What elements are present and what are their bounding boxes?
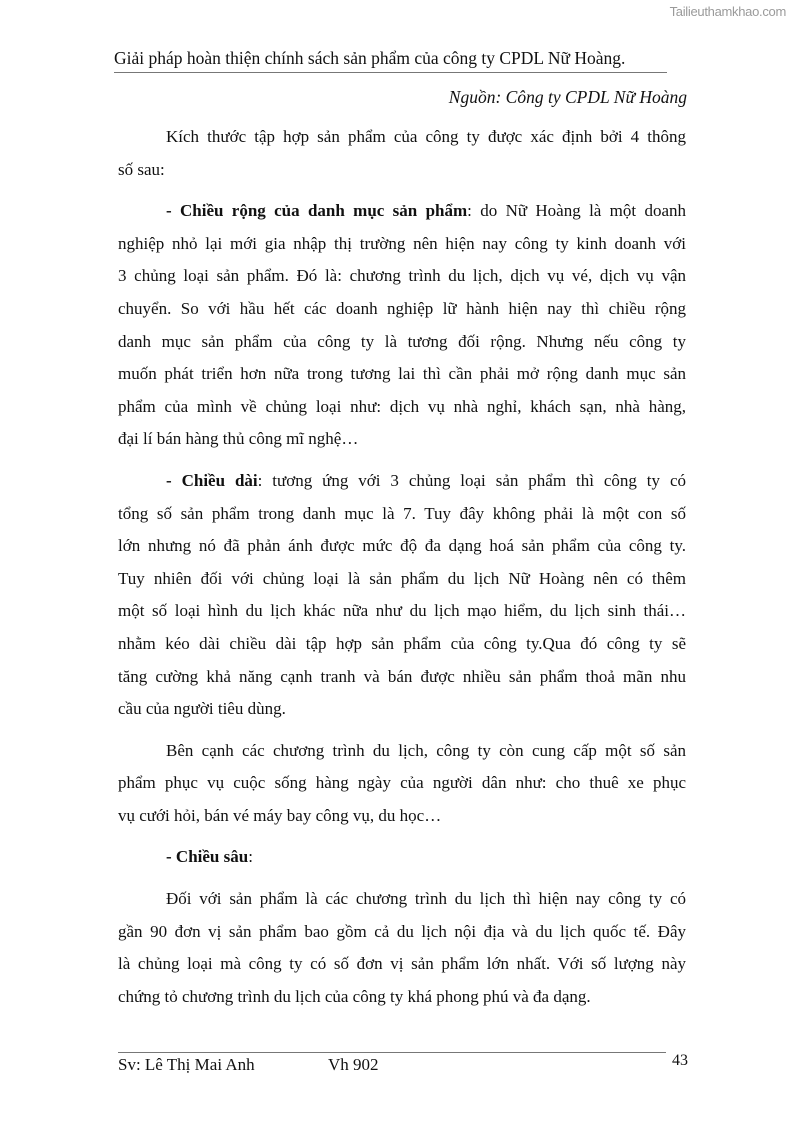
line-text: nghiệp nhỏ lại mới gia nhập thị trường nên hiện nay công ty kinh doanh với (118, 233, 686, 253)
line-text: phẩm của mình về chủng loại như: dịch vụ nhà nghỉ, khách sạn, nhà hàng, (118, 396, 686, 416)
paragraph-gap (118, 459, 686, 468)
line-text: đại lí bán hàng thủ công mĩ nghệ… (118, 429, 359, 449)
text-line (118, 886, 686, 919)
footer-divider (118, 1052, 666, 1053)
text-line (118, 426, 686, 459)
text-line (118, 198, 686, 231)
text-line (118, 501, 686, 534)
paragraph (118, 124, 686, 189)
footer-class: Vh 902 (328, 1055, 379, 1074)
line-text: lớn nhưng nó đã phản ánh được mức độ đa dạng hoá sản phẩm của công ty. (118, 536, 686, 556)
line-text: phẩm phục vụ cuộc sống hàng ngày của người dân như: cho thuê xe phục (118, 773, 686, 793)
text-line (118, 738, 686, 771)
text-line (118, 770, 686, 803)
line-text: số sau: (118, 159, 165, 179)
line-text: : (248, 847, 253, 867)
paragraph-gap (118, 877, 686, 886)
footer-student: Sv: Lê Thị Mai Anh (118, 1055, 255, 1074)
bold-lead: - Chiều dài (166, 470, 258, 490)
paragraph-gap (118, 835, 686, 844)
text-line (118, 984, 686, 1017)
paragraph-gap (118, 729, 686, 738)
source-note: Nguồn: Công ty CPDL Nữ Hoàng (448, 87, 687, 107)
line-text: tăng cường khả năng cạnh tranh và bán được nhiều sản phẩm thoả mãn nhu (118, 666, 686, 686)
paragraph-gap (118, 189, 686, 198)
text-line (118, 296, 686, 329)
text-line (118, 696, 686, 729)
text-line (118, 329, 686, 362)
paragraph (118, 198, 686, 459)
text-line (118, 361, 686, 394)
text-line (118, 124, 686, 157)
text-line (118, 844, 686, 877)
line-text: một số loại hình du lịch khác nữa như du lịch mạo hiểm, du lịch sinh thái… (118, 601, 686, 621)
page-number: 43 (672, 1052, 688, 1069)
line-text: chứng tỏ chương trình du lịch của công ty khá phong phú và đa dạng. (118, 986, 591, 1006)
line-text: vụ cưới hỏi, bán vé máy bay công vụ, du học… (118, 805, 442, 825)
text-line (118, 394, 686, 427)
text-line (118, 566, 686, 599)
line-text: tổng số sản phẩm trong danh mục là 7. Tuy đây không phải là một con số (118, 503, 686, 523)
watermark: Tailieuthamkhao.com (669, 4, 786, 19)
footer (118, 1055, 379, 1075)
line-text: cầu của người tiêu dùng. (118, 699, 286, 719)
paragraph (118, 844, 686, 877)
line-text: Tuy nhiên đối với chủng loại là sản phẩm du lịch Nữ Hoàng nên có thêm (118, 568, 686, 588)
text-line (118, 803, 686, 836)
paragraph (118, 886, 686, 1016)
line-text: Bên cạnh các chương trình du lịch, công ty còn cung cấp một số sản (166, 740, 686, 760)
line-text: 3 chủng loại sản phẩm. Đó là: chương trình du lịch, dịch vụ vé, dịch vụ vận (118, 266, 686, 286)
text-line (118, 157, 686, 190)
paragraph (118, 468, 686, 729)
paragraph-gap (118, 1016, 686, 1025)
text-line (118, 951, 686, 984)
text-line (118, 919, 686, 952)
running-header: Giải pháp hoàn thiện chính sách sản phẩm của công ty CPDL Nữ Hoàng. (114, 48, 667, 73)
text-line (118, 533, 686, 566)
line-text: danh mục sản phẩm của công ty là tương đối rộng. Nhưng nếu công ty (118, 331, 686, 351)
bold-lead: - Chiều rộng của danh mục sản phẩm (166, 201, 468, 221)
line-text: Kích thước tập hợp sản phẩm của công ty được xác định bởi 4 thông (166, 127, 686, 146)
line-text: : do Nữ Hoàng là một doanh (467, 201, 687, 221)
line-text: chuyển. So với hầu hết các doanh nghiệp lữ hành hiện nay thì chiều rộng (118, 298, 686, 318)
bold-lead: - Chiều sâu (166, 847, 249, 867)
line-text: gần 90 đơn vị sản phẩm bao gồm cả du lịch nội địa và du lịch quốc tế. Đây (118, 921, 686, 941)
line-text: Đối với sản phẩm là các chương trình du lịch thì hiện nay công ty có (166, 889, 686, 909)
line-text: là chủng loại mà công ty có số đơn vị sản phẩm lớn nhất. Với số lượng này (118, 954, 686, 974)
text-line (118, 231, 686, 264)
text-line (118, 664, 686, 697)
text-line (118, 468, 686, 501)
line-text: nhằm kéo dài chiều dài tập hợp sản phẩm của công ty.Qua đó công ty sẽ (118, 633, 686, 653)
text-line (118, 263, 686, 296)
text-line (118, 598, 686, 631)
line-text: : tương ứng với 3 chủng loại sản phẩm thì công ty có (257, 470, 686, 490)
line-text: muốn phát triển hơn nữa trong tương lai thì cần phải mở rộng danh mục sản (118, 364, 686, 384)
document-body (118, 124, 686, 1025)
paragraph (118, 738, 686, 836)
text-line (118, 631, 686, 664)
